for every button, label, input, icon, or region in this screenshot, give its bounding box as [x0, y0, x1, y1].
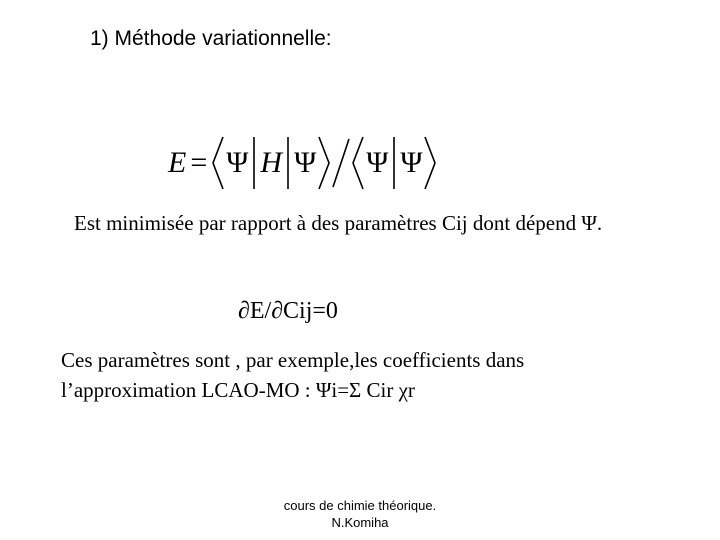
footer-author: N.Komiha — [331, 515, 389, 530]
psi-symbol: Ψ — [400, 146, 423, 179]
left-angle-bracket — [211, 135, 225, 191]
footer-course-title: cours de chimie théorique. — [283, 498, 437, 513]
psi-symbol: Ψ — [294, 146, 317, 179]
parameters-statement: Ces paramètres sont , par exemple,les coefficients dans — [61, 348, 525, 372]
right-angle-bracket — [317, 135, 331, 191]
vertical-bar — [389, 135, 399, 191]
slide-heading: 1) Méthode variationnelle: — [90, 27, 332, 50]
psi-symbol: Ψ — [366, 146, 389, 179]
vertical-bar — [283, 135, 293, 191]
right-angle-bracket — [423, 135, 437, 191]
derivative-equation: ∂E/∂Cij=0 — [238, 298, 338, 324]
hamiltonian-symbol: H — [260, 146, 283, 179]
energy-symbol: E — [168, 146, 187, 179]
psi-symbol: Ψ — [226, 146, 249, 179]
footer-credit — [240, 497, 480, 531]
equals-sign: = — [190, 146, 208, 179]
vertical-bar — [249, 135, 259, 191]
lcao-mo-statement: l’approximation LCAO-MO : Ψi=Σ Cir χr — [61, 378, 415, 402]
minimization-statement: Est minimisée par rapport à des paramètres Cij dont dépend Ψ. — [74, 211, 603, 235]
division-slash — [331, 135, 351, 191]
energy-expectation-equation — [168, 133, 437, 193]
left-angle-bracket — [351, 135, 365, 191]
